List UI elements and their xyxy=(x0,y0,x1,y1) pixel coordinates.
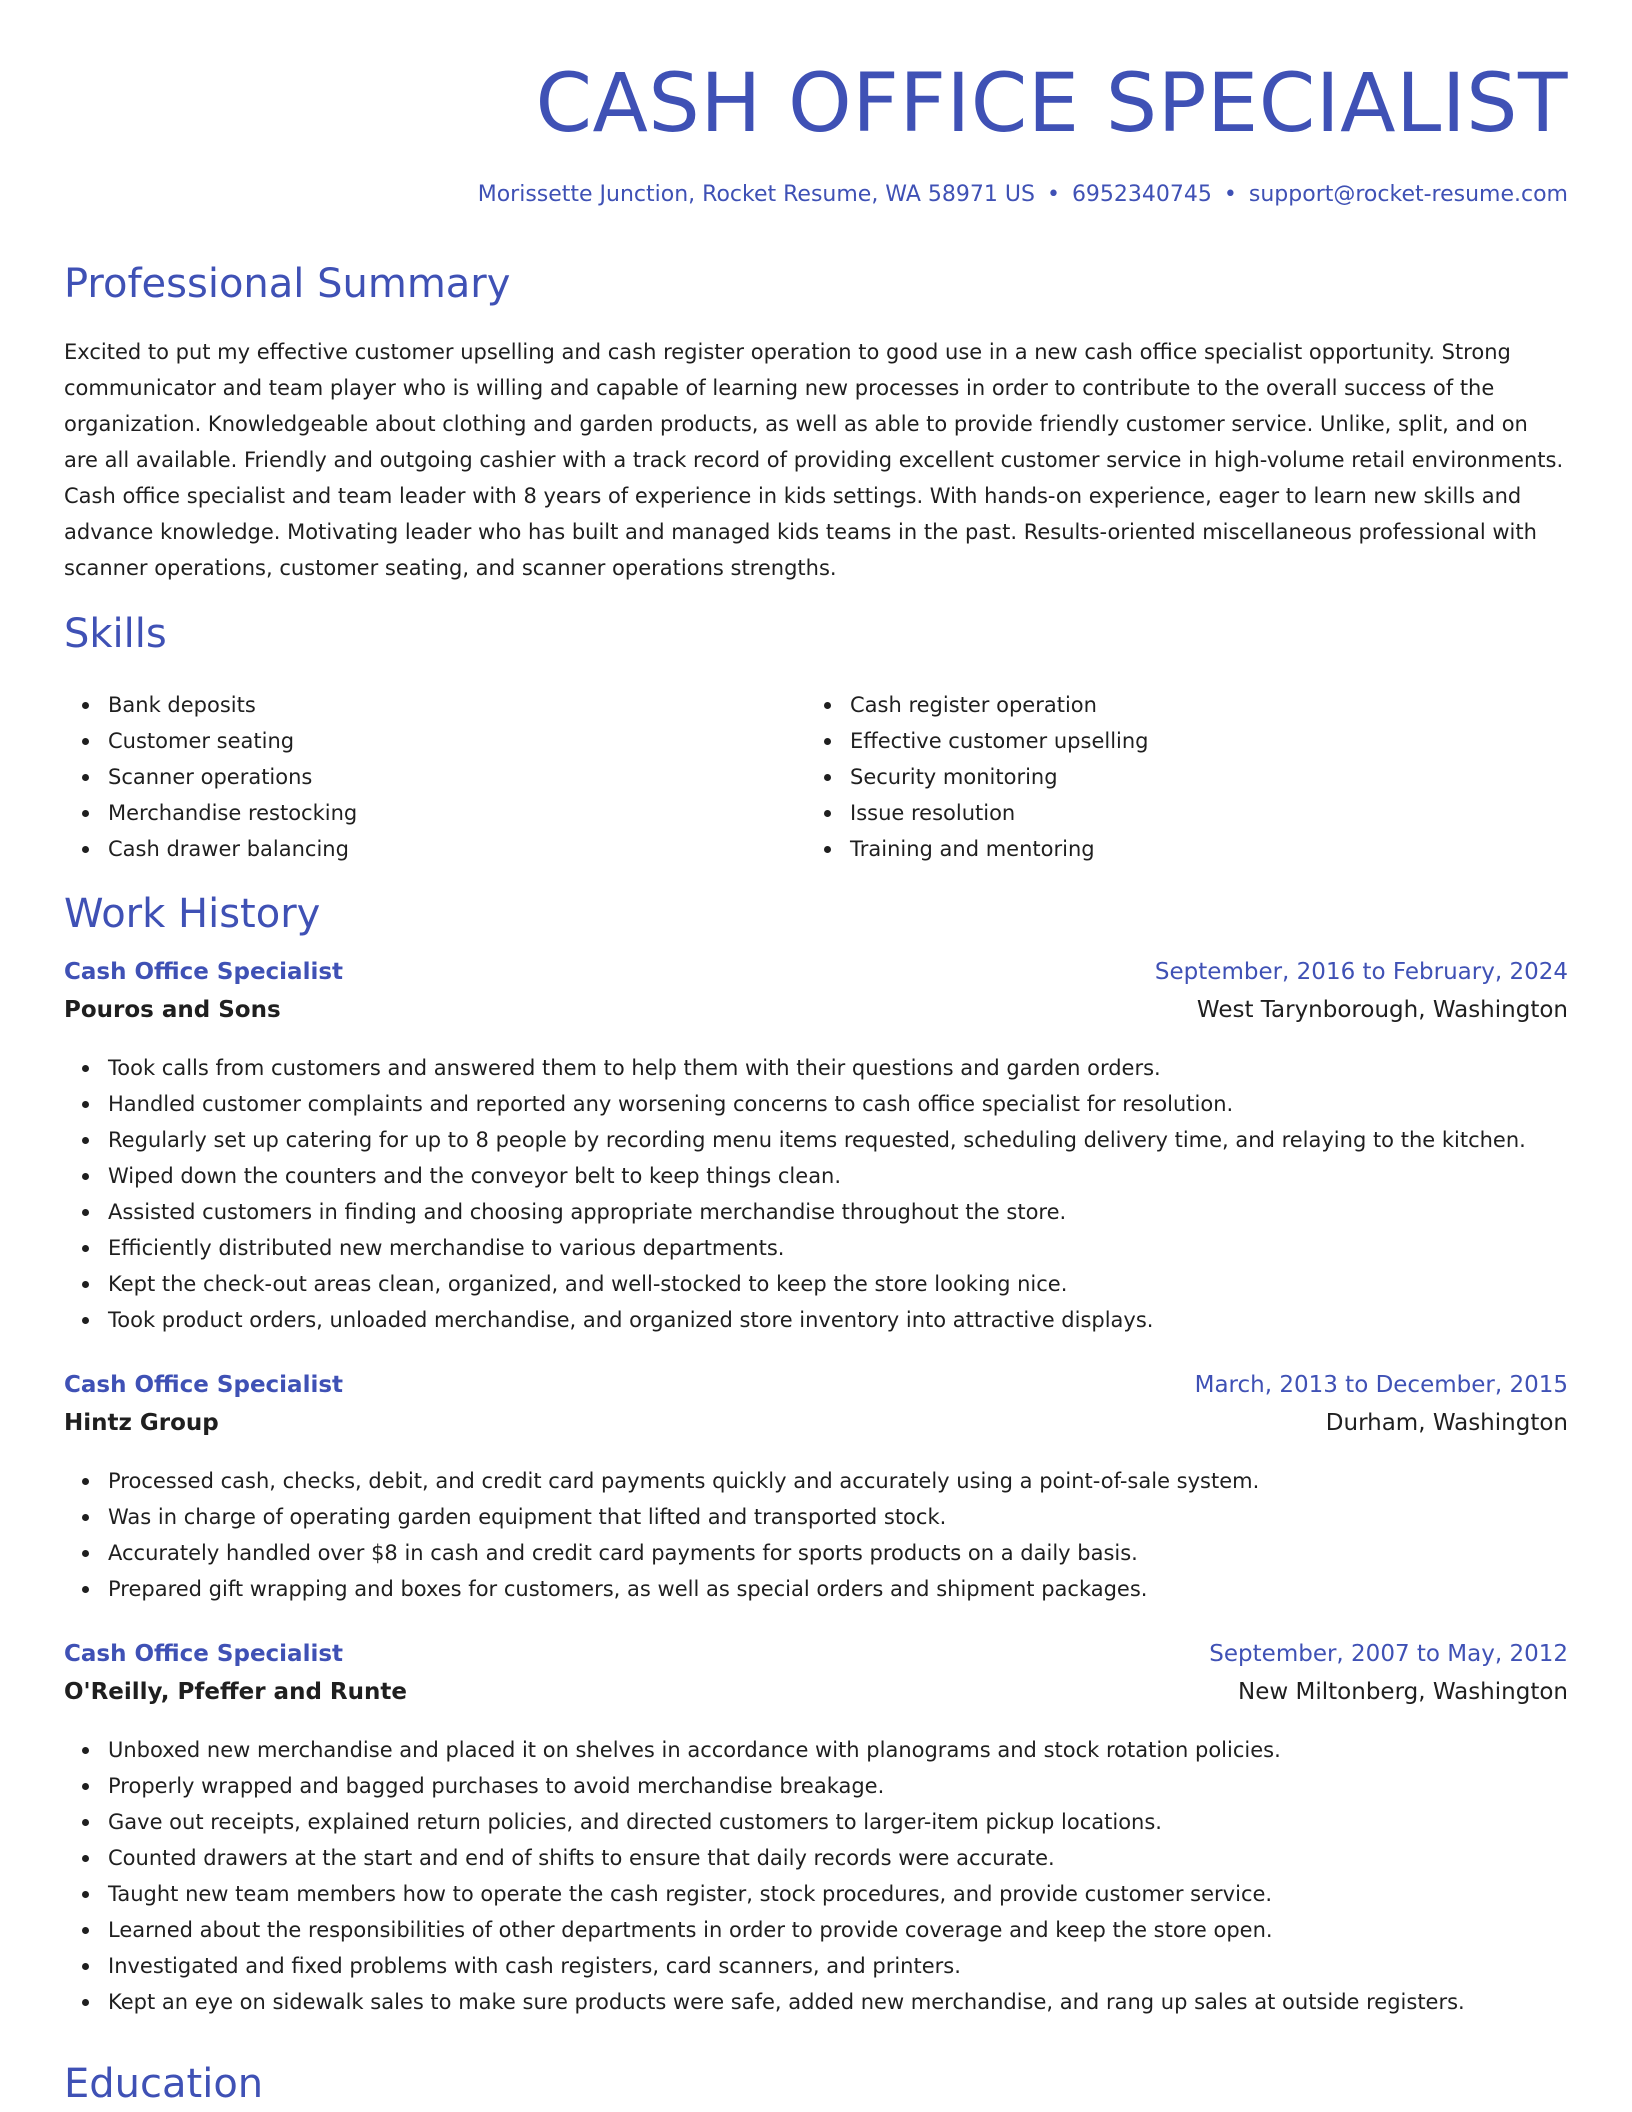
contact-line xyxy=(478,182,1568,207)
job-company: Hintz Group xyxy=(64,1410,219,1436)
job-dates: September, 2016 to February, 2024 xyxy=(1154,959,1568,985)
work-history-heading: Work History xyxy=(64,891,321,937)
resume-page xyxy=(64,0,1568,2107)
job-duty-item: Efficiently distributed new merchandise to various departments. xyxy=(108,1230,1568,1266)
skill-item: Cash register operation xyxy=(850,687,1548,723)
job-duty-item: Kept the check-out areas clean, organized, and well-stocked to keep the store looking nice. xyxy=(108,1266,1568,1302)
job-duties xyxy=(64,1463,1568,1607)
contact-email[interactable]: support@rocket-resume.com xyxy=(1248,182,1568,207)
job-duty-item: Wiped down the counters and the conveyor belt to keep things clean. xyxy=(108,1158,1568,1194)
job-location: West Tarynborough, Washington xyxy=(1196,997,1568,1023)
job-dates: September, 2007 to May, 2012 xyxy=(1209,1641,1568,1667)
job-company: O'Reilly, Pfeffer and Runte xyxy=(64,1679,407,1705)
job-duties xyxy=(64,1050,1568,1338)
skill-item: Security monitoring xyxy=(850,759,1548,795)
job-duty-item: Was in charge of operating garden equipment that lifted and transported stock. xyxy=(108,1499,1568,1535)
skills-heading: Skills xyxy=(64,611,167,657)
job-duty-item: Handled customer complaints and reported any worsening concerns to cash office specialist for resolution. xyxy=(108,1086,1568,1122)
job-entry xyxy=(64,959,1568,1338)
job-duty-item: Took product orders, unloaded merchandise, and organized store inventory into attractive displays. xyxy=(108,1302,1568,1338)
job-location: New Miltonberg, Washington xyxy=(1238,1679,1568,1705)
contact-separator: • xyxy=(1223,182,1237,207)
job-duty-item: Unboxed new merchandise and placed it on shelves in accordance with planograms and stock rotation policies. xyxy=(108,1732,1568,1768)
summary-heading: Professional Summary xyxy=(64,261,511,307)
job-title: Cash Office Specialist xyxy=(64,959,344,985)
job-title: Cash Office Specialist xyxy=(64,1372,344,1398)
skill-item: Bank deposits xyxy=(108,687,806,723)
job-duties xyxy=(64,1732,1568,2020)
contact-phone: 6952340745 xyxy=(1071,182,1212,207)
job-duty-item: Kept an eye on sidewalk sales to make sure products were safe, added new merchandise, and rang up sales at outside registers. xyxy=(108,1984,1568,2020)
job-duty-item: Assisted customers in finding and choosing appropriate merchandise throughout the store. xyxy=(108,1194,1568,1230)
job-duty-item: Taught new team members how to operate the cash register, stock procedures, and provide customer service. xyxy=(108,1876,1568,1912)
job-duty-item: Took calls from customers and answered them to help them with their questions and garden orders. xyxy=(108,1050,1568,1086)
job-duty-item: Gave out receipts, explained return policies, and directed customers to larger-item pickup locations. xyxy=(108,1804,1568,1840)
job-company: Pouros and Sons xyxy=(64,997,281,1023)
job-duty-item: Accurately handled over $8 in cash and credit card payments for sports products on a daily basis. xyxy=(108,1535,1568,1571)
skill-item: Cash drawer balancing xyxy=(108,831,806,867)
skill-item: Scanner operations xyxy=(108,759,806,795)
job-duty-item: Processed cash, checks, debit, and credit card payments quickly and accurately using a point-of-sale system. xyxy=(108,1463,1568,1499)
job-entry xyxy=(64,1641,1568,2020)
skill-item: Customer seating xyxy=(108,723,806,759)
contact-address: Morissette Junction, Rocket Resume, WA 58971 US xyxy=(477,182,1035,207)
skill-item: Merchandise restocking xyxy=(108,795,806,831)
skill-item: Issue resolution xyxy=(850,795,1548,831)
skill-item: Training and mentoring xyxy=(850,831,1548,867)
job-duty-item: Learned about the responsibilities of other departments in order to provide coverage and keep the store open. xyxy=(108,1912,1568,1948)
summary-text: Excited to put my effective customer upselling and cash register operation to good use in a new cash office specialist opportunity. Strong communicator and team player who is willing and capable of learning new processes in order to contribute to the overall success of the organization. Knowledgeable about clothing and garden products, as well as able to provide friendly customer service. Unlike, split, and on are all available. Friendly and outgoing cashier with a track record of providing excellent customer service in high-volume retail environments. Cash office specialist and team leader with 8 years of experience in kids settings. With hands-on experience, eager to learn new skills and advance knowledge. Motivating leader who has built and managed kids teams in the past. Results-oriented miscellaneous professional with scanner operations, customer seating, and scanner operations strengths. xyxy=(64,340,1564,580)
education-heading: Education xyxy=(64,2061,264,2107)
job-location: Durham, Washington xyxy=(1325,1410,1568,1436)
skills-column-left xyxy=(64,687,806,867)
skills-column-right xyxy=(806,687,1548,867)
job-duty-item: Prepared gift wrapping and boxes for customers, as well as special orders and shipment packages. xyxy=(108,1571,1568,1607)
skill-item: Effective customer upselling xyxy=(850,723,1548,759)
contact-separator: • xyxy=(1046,182,1060,207)
job-duty-item: Properly wrapped and bagged purchases to avoid merchandise breakage. xyxy=(108,1768,1568,1804)
skills-list xyxy=(64,687,1568,867)
resume-name-title: CASH OFFICE SPECIALIST xyxy=(535,57,1568,151)
job-duty-item: Investigated and fixed problems with cash registers, card scanners, and printers. xyxy=(108,1948,1568,1984)
job-duty-item: Regularly set up catering for up to 8 people by recording menu items requested, scheduling delivery time, and relaying to the kitchen. xyxy=(108,1122,1568,1158)
job-entry xyxy=(64,1372,1568,1607)
job-duty-item: Counted drawers at the start and end of shifts to ensure that daily records were accurate. xyxy=(108,1840,1568,1876)
job-dates: March, 2013 to December, 2015 xyxy=(1194,1372,1568,1398)
job-title: Cash Office Specialist xyxy=(64,1641,344,1667)
